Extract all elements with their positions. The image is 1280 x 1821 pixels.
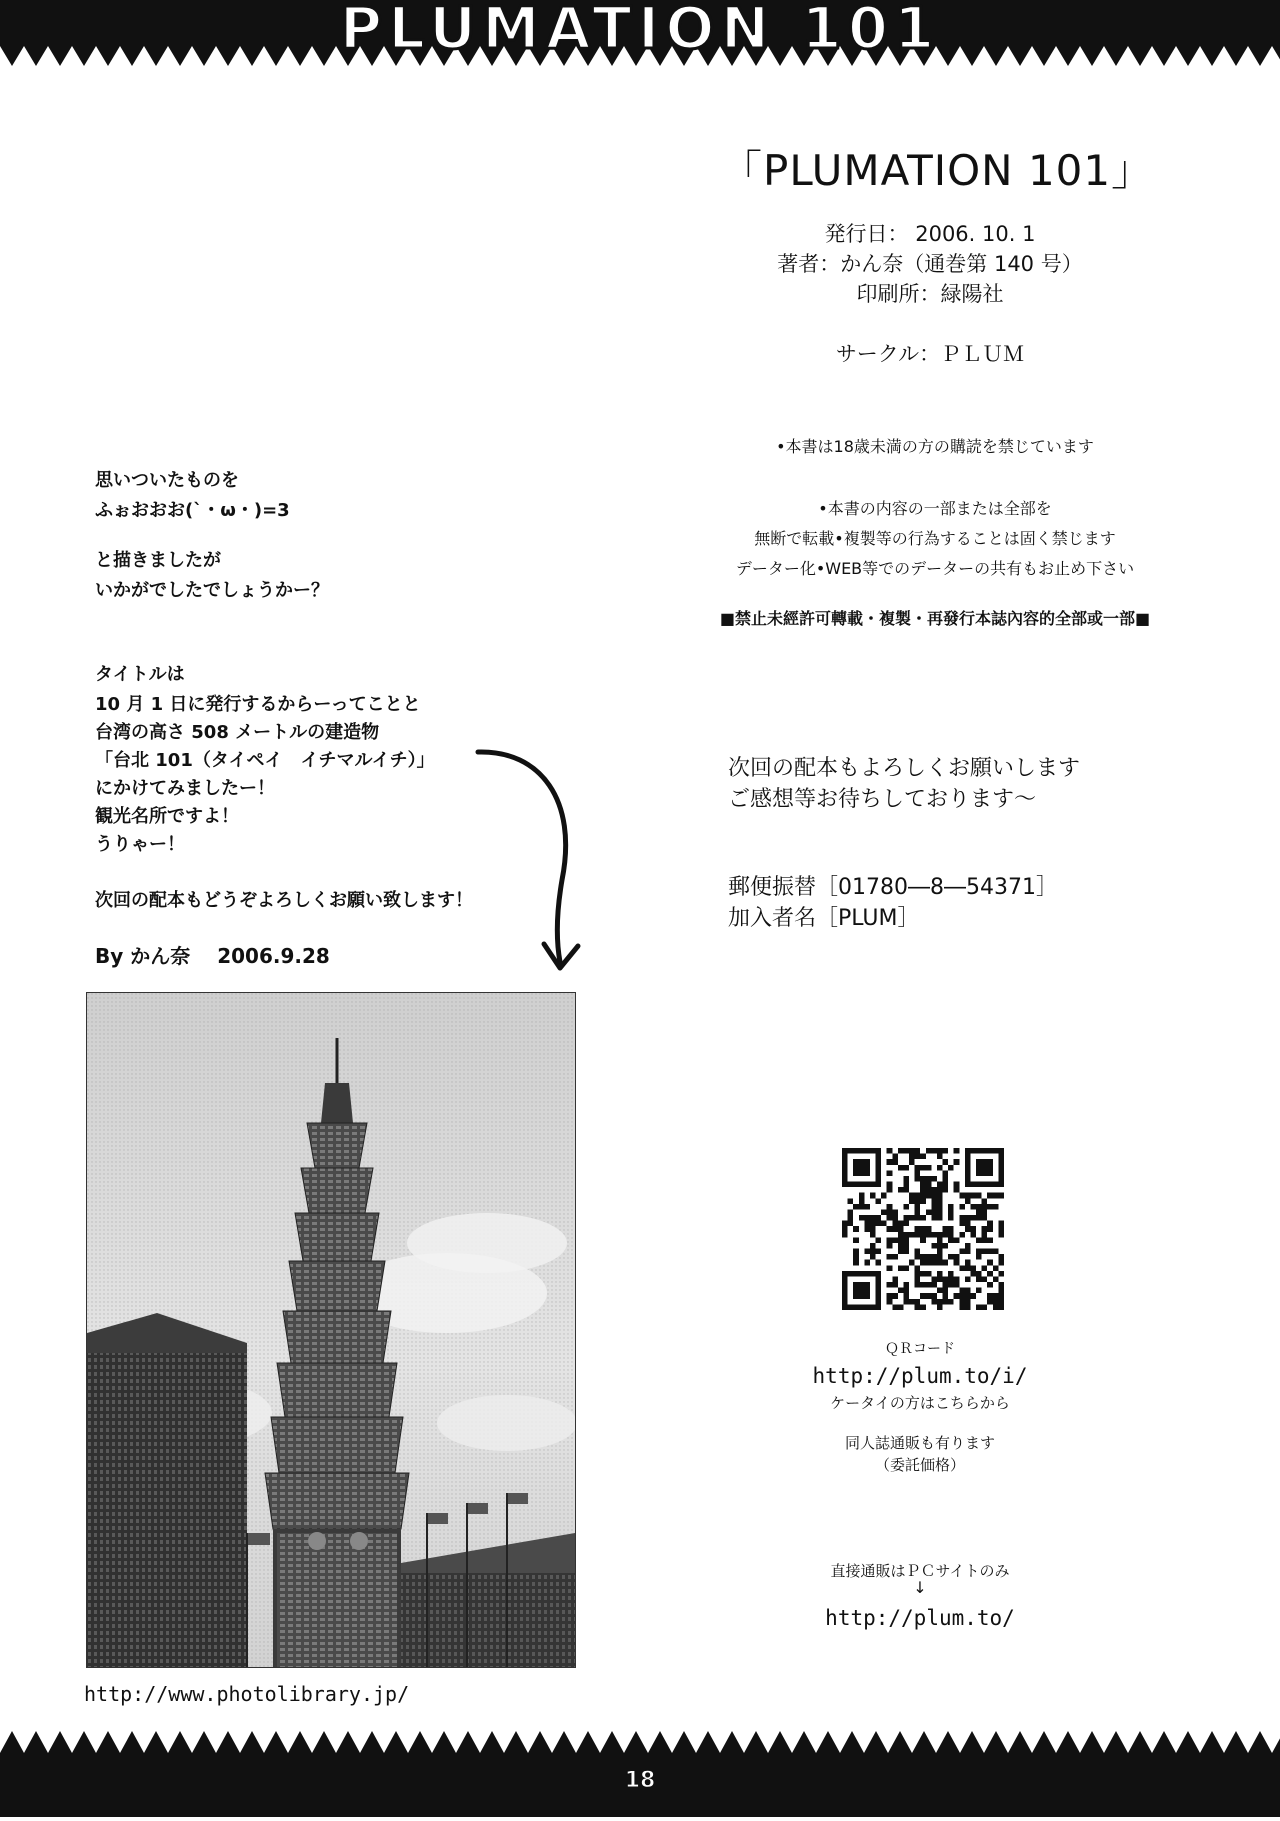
mail-order-note: 同人誌通販も有ります (844, 1434, 995, 1452)
qr-code-icon[interactable] (842, 1148, 1004, 1310)
colophon-title: 「PLUMATION 101」 (720, 146, 1155, 195)
copyright-notice-1: •本書の内容の一部または全部を (818, 499, 1052, 518)
issue-date: 発行日： 2006. 10. 1 (824, 222, 1036, 246)
comment-line: タイトルは (95, 664, 185, 685)
closing-line: 次回の配本もどうぞよろしくお願い致します！ (95, 890, 473, 911)
message-line-2: ご感想等お待ちしております～ (728, 787, 1037, 812)
direct-order-note: 直接通販はＰＣサイトのみ (830, 1562, 1010, 1580)
header-band (0, 0, 1280, 72)
printer-line: 印刷所：緑陽社 (856, 282, 1004, 306)
photo-credit-url[interactable]: http://www.photolibrary.jp/ (84, 1682, 410, 1706)
postal-transfer: 郵便振替［01780―8―54371］ (728, 875, 1058, 900)
taipei-101-photo (86, 992, 576, 1668)
curved-arrow-icon (470, 740, 590, 980)
qr-label: ＱＲコード (885, 1341, 955, 1357)
comment-line: いかがでしたでしょうかー？ (95, 580, 329, 601)
mobile-site-url[interactable]: http://plum.to/i/ (812, 1364, 1028, 1388)
comment-line: 観光名所ですよ！ (95, 806, 239, 827)
copyright-notice-3: データー化•WEB等でのデーターの共有もお止め下さい (735, 559, 1135, 578)
mobile-site-note: ケータイの方はこちらから (830, 1394, 1010, 1412)
comment-line: ふぉおおお(`・ω・)=3 (95, 500, 290, 521)
chinese-notice: ■禁止未經許可轉載・複製・再發行本誌內容的全部或一部■ (719, 609, 1151, 628)
comment-line: にかけてみましたー！ (95, 778, 275, 799)
comment-line: 「台北 101（タイペイ イチマルイチ）」 (95, 750, 435, 771)
signature: By かん奈 2006.9.28 (95, 944, 330, 968)
header-title: PLUMATION 101 (339, 0, 941, 62)
footer-zigzag (0, 1705, 1280, 1817)
subscriber-name: 加入者名［PLUM］ (728, 906, 920, 931)
down-arrow-icon: ↓ (913, 1578, 927, 1597)
circle-line: サークル：ＰＬＵＭ (835, 342, 1025, 366)
page-number: 18 (624, 1768, 656, 1793)
age-notice: •本書は18歳未満の方の購読を禁じています (776, 437, 1094, 456)
message-line-1: 次回の配本もよろしくお願いします (728, 756, 1081, 781)
author-line: 著者：かん奈（通巻第 140 号） (777, 252, 1083, 276)
footer-band (0, 1705, 1280, 1817)
pc-site-url[interactable]: http://plum.to/ (825, 1606, 1015, 1630)
consignment-price-note: （委託価格） (874, 1456, 965, 1474)
comment-line: と描きましたが (95, 550, 221, 571)
copyright-notice-2: 無断で転載•複製等の行為することは固く禁じます (754, 529, 1116, 548)
comment-line: 思いついたものを (95, 470, 239, 491)
comment-line: うりゃー！ (95, 834, 185, 855)
comment-line: 10 月 1 日に発行するからーってことと (95, 694, 421, 715)
comment-line: 台湾の高さ 508 メートルの建造物 (95, 722, 380, 743)
